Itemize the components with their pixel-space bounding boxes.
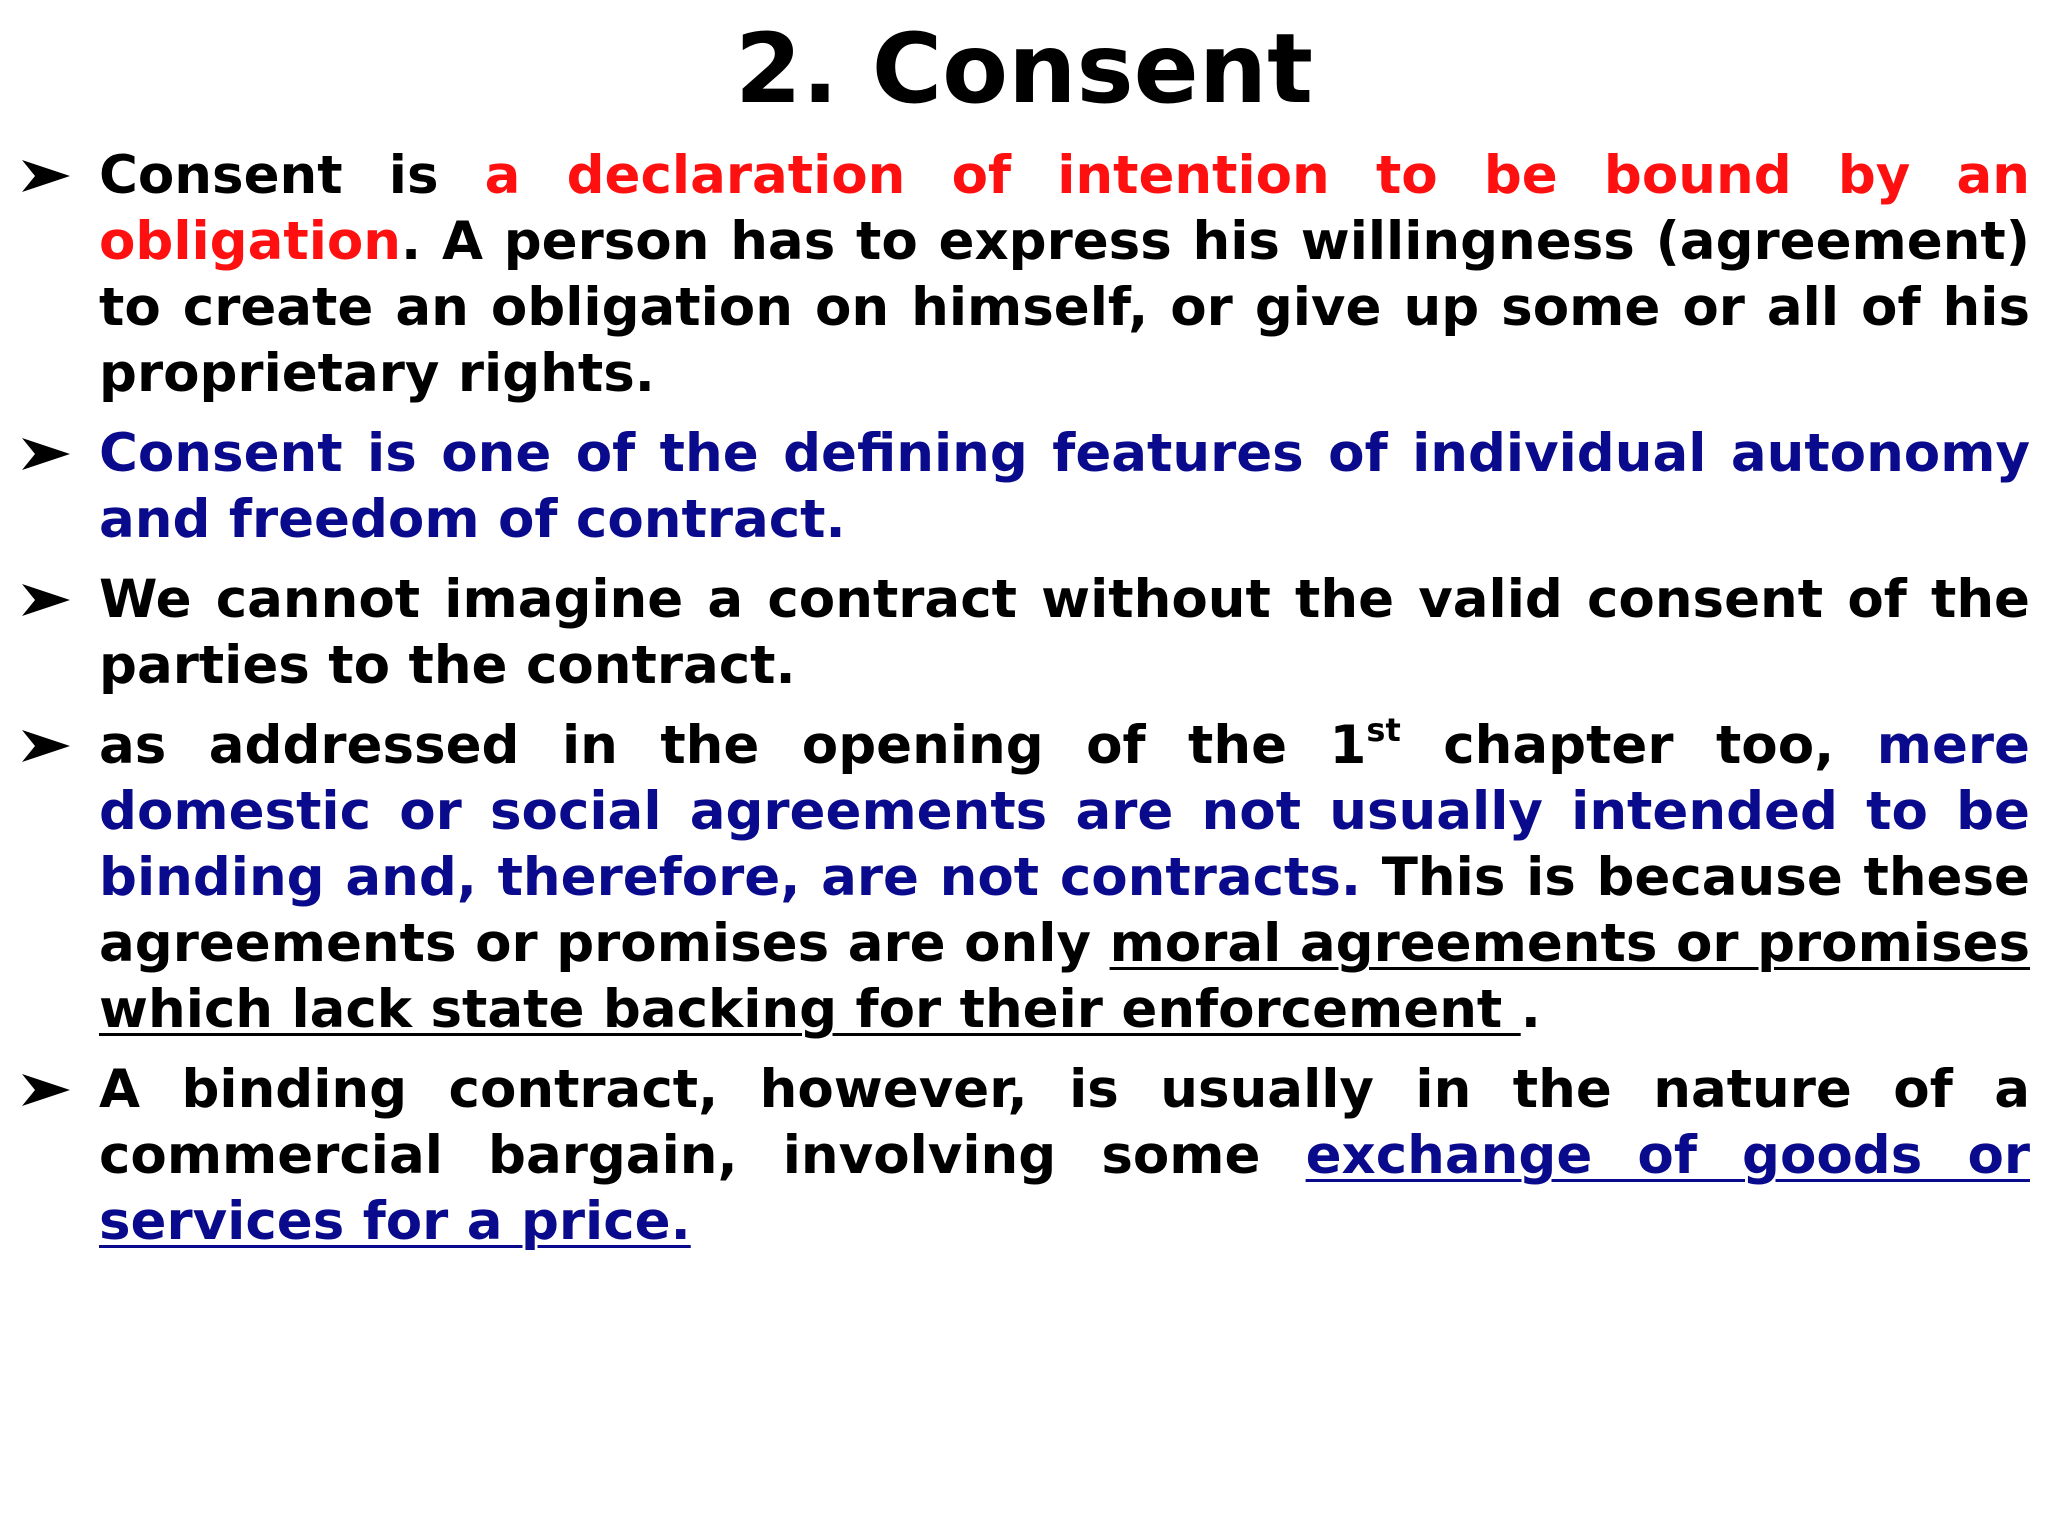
bullet-item-1	[22, 143, 2030, 407]
bullet-list	[22, 143, 2030, 1255]
arrow-bullet-icon	[22, 581, 70, 619]
bullet-4-superscript: st	[1366, 711, 1401, 749]
bullet-2-text: Consent is one of the defining features of individual autonomy and freedom of contract.	[99, 423, 2030, 550]
slide-title: 2. Consent	[735, 13, 1313, 125]
bullet-4-blue: mere domestic or social agreements are not usually intended to be binding and, therefore, are not contracts.	[99, 715, 2030, 908]
bullet-4-underlined: moral agreements or promises which lack state backing for their enforcement	[99, 913, 2030, 1040]
bullet-1-definition: a declaration of intention to be bound by an obligation	[99, 145, 2030, 272]
arrow-bullet-icon	[22, 157, 70, 195]
bullet-1-lead: Consent is	[99, 145, 485, 206]
bullet-item-3	[22, 567, 2030, 699]
bullet-4-rest: This is because these agreements or promises are only	[99, 847, 2030, 974]
bullet-item-5	[22, 1057, 2030, 1255]
arrow-bullet-icon	[22, 435, 70, 473]
bullet-4-end: .	[1520, 979, 1541, 1040]
bullet-item-2	[22, 421, 2030, 553]
bullet-item-4	[22, 713, 2030, 1043]
bullet-5-lead: A binding contract, however, is usually in the nature of a commercial bargain, involving some	[99, 1059, 2030, 1186]
bullet-5-blue-underlined: exchange of goods or services for a price.	[99, 1125, 2030, 1252]
bullet-4-lead: as addressed in the opening of the 1	[99, 715, 1367, 776]
arrow-bullet-icon	[22, 1071, 70, 1109]
bullet-3-text: We cannot imagine a contract without the valid consent of the parties to the contract.	[99, 569, 2030, 696]
bullet-4-mid: chapter too,	[1400, 715, 1877, 776]
bullet-1-rest: . A person has to express his willingness (agreement) to create an obligation on himself, or give up some or all of his proprietary rights.	[99, 211, 2030, 404]
arrow-bullet-icon	[22, 727, 70, 765]
